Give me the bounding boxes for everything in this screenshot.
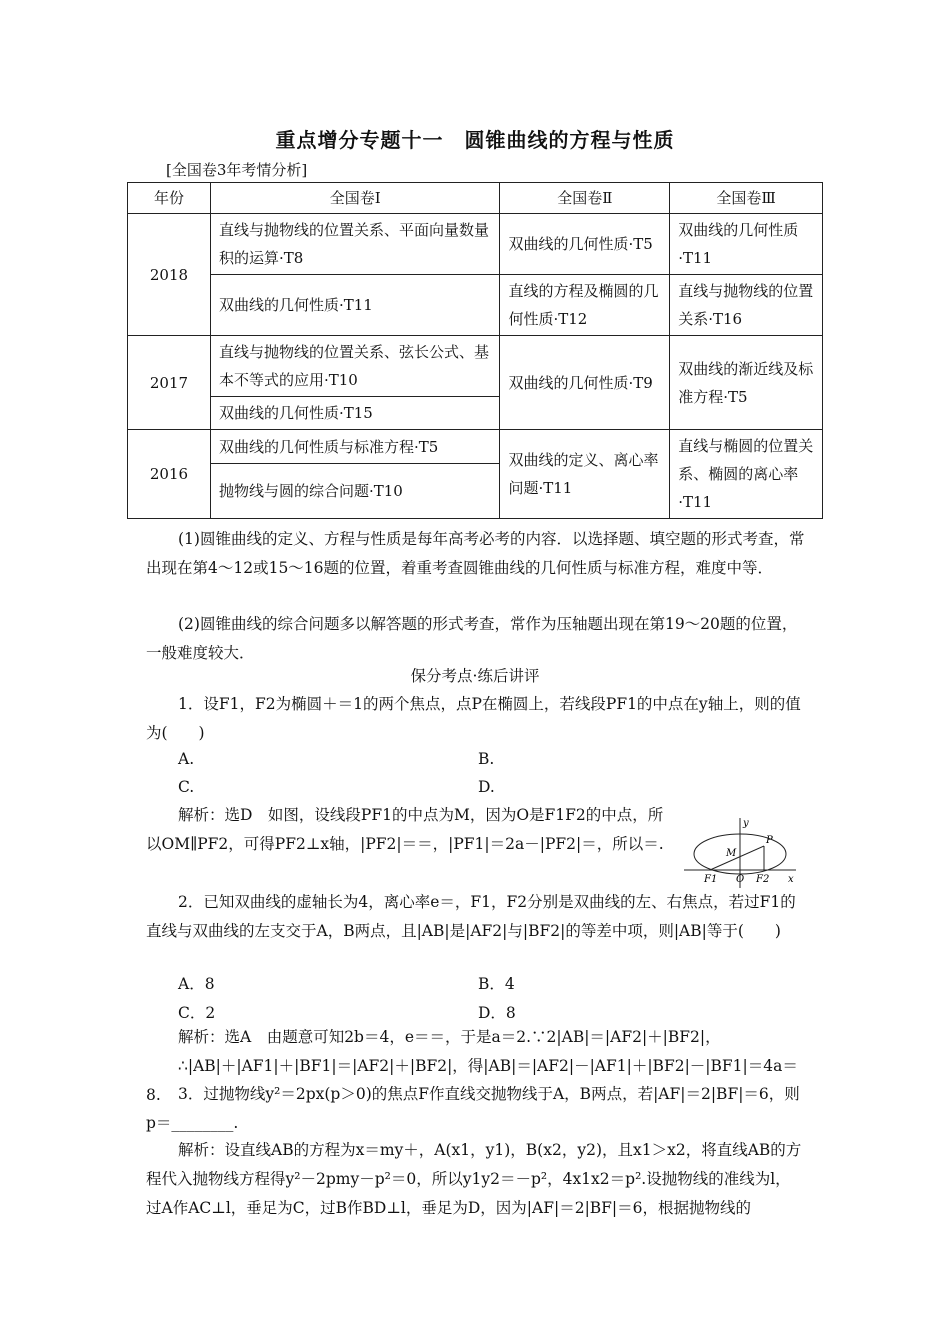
option-d: D．8 <box>478 1004 516 1022</box>
label-f1: F1 <box>704 874 718 885</box>
question-2-stem: 2．已知双曲线的虚轴长为4，离心率e＝，F1，F2分别是双曲线的左、右焦点，若过F1的直线与双曲线的左支交于A，B两点，且|AB|是|AF2|与|BF2|的等差中项，则|AB|等于( ) <box>146 893 796 940</box>
table-header: 全国卷Ⅲ <box>670 183 823 214</box>
ellipse-figure <box>682 816 798 890</box>
table-row <box>128 430 823 464</box>
table-cell: 双曲线的渐近线及标准方程·T5 <box>670 336 823 430</box>
question-1-solution: 解析：选D 如图，设线段PF1的中点为M，因为O是F1F2的中点，所以OM∥PF2，可得PF2⊥x轴，|PF2|＝＝，|PF1|＝2a－|PF2|＝，所以＝. <box>146 806 664 853</box>
table-header: 全国卷Ⅰ <box>210 183 500 214</box>
option-a: A．8 <box>178 975 215 993</box>
table-row <box>128 275 823 336</box>
page-title: 重点增分专题十一 圆锥曲线的方程与性质 <box>275 128 675 152</box>
label-o: O <box>736 874 745 885</box>
analysis-paragraph-1: (1)圆锥曲线的定义、方程与性质是每年高考必考的内容．以选择题、填空题的形式考查，常出现在第4～12或15～16题的位置，着重考查圆锥曲线的几何性质与标准方程，难度中等． <box>146 530 805 577</box>
table-cell: 双曲线的几何性质·T15 <box>210 397 500 430</box>
question-2-solution-2: ∴|AB|＋|AF1|＋|BF1|＝|AF2|＋|BF2|，得|AB|＝|AF2|－|AF1|＋|BF2|－|BF1|＝4a＝8. <box>146 1057 798 1104</box>
exam-analysis-table <box>127 182 823 519</box>
year-cell: 2017 <box>128 336 211 430</box>
table-cell: 直线与椭圆的位置关系、椭圆的离心率·T11 <box>670 430 823 519</box>
analysis-paragraph-2: (2)圆锥曲线的综合问题多以解答题的形式考查，常作为压轴题出现在第19～20题的位置，一般难度较大． <box>146 615 798 662</box>
table-cell: 双曲线的几何性质·T11 <box>670 214 823 275</box>
question-3-stem: 3．过抛物线y²＝2px(p＞0)的焦点F作直线交抛物线于A，B两点，若|AF|＝2|BF|＝6，则p＝________. <box>146 1085 800 1132</box>
table-header: 全国卷Ⅱ <box>500 183 670 214</box>
label-p: P <box>766 835 773 846</box>
table-header-row <box>128 183 823 214</box>
question-3-solution: 解析：设直线AB的方程为x＝my＋，A(x1，y1)，B(x2，y2)，且x1＞x2，将直线AB的方程代入抛物线方程得y²－2pmy－p²＝0，所以y1y2＝－p²，4x1x2＝p².设抛物线的准线为l，过A作AC⊥l，垂足为C，过B作BD⊥l，垂足为D，因为|AF|＝2|BF|＝6，根据抛物线的 <box>146 1141 802 1217</box>
table-cell: 直线的方程及椭圆的几何性质·T12 <box>500 275 670 336</box>
label-x: x <box>788 874 794 885</box>
label-m: M <box>726 848 737 859</box>
question-2-solution-1: 解析：选A 由题意可知2b＝4，e＝＝，于是a＝2.∵2|AB|＝|AF2|＋|BF2|， <box>178 1028 721 1046</box>
table-cell: 直线与抛物线的位置关系、弦长公式、基本不等式的应用·T10 <box>210 336 500 397</box>
table-caption: [全国卷3年考情分析] <box>166 161 308 179</box>
option-a: A. <box>178 750 195 768</box>
table-cell: 直线与抛物线的位置关系·T16 <box>670 275 823 336</box>
table-cell: 双曲线的几何性质·T5 <box>500 214 670 275</box>
table-cell: 直线与抛物线的位置关系、平面向量数量积的运算·T8 <box>210 214 500 275</box>
year-cell: 2016 <box>128 430 211 519</box>
table-header: 年份 <box>128 183 211 214</box>
option-c: C. <box>178 778 195 796</box>
table-cell: 双曲线的定义、离心率问题·T11 <box>500 430 670 519</box>
segment-pf1 <box>710 846 764 870</box>
table-cell: 抛物线与圆的综合问题·T10 <box>210 464 500 519</box>
table-cell: 双曲线的几何性质·T11 <box>210 275 500 336</box>
label-f2: F2 <box>756 874 770 885</box>
option-d: D. <box>478 778 495 796</box>
label-y: y <box>743 818 749 829</box>
table-cell: 双曲线的几何性质与标准方程·T5 <box>210 430 500 464</box>
option-b: B．4 <box>478 975 515 993</box>
option-b: B. <box>478 750 495 768</box>
question-1-stem: 1．设F1，F2为椭圆＋＝1的两个焦点，点P在椭圆上，若线段PF1的中点在y轴上，则的值为( ) <box>146 695 801 742</box>
table-row <box>128 336 823 397</box>
section-title: 保分考点·练后讲评 <box>410 667 540 685</box>
table-row <box>128 214 823 275</box>
option-c: C．2 <box>178 1004 216 1022</box>
table-cell: 双曲线的几何性质·T9 <box>500 336 670 430</box>
year-cell: 2018 <box>128 214 211 336</box>
